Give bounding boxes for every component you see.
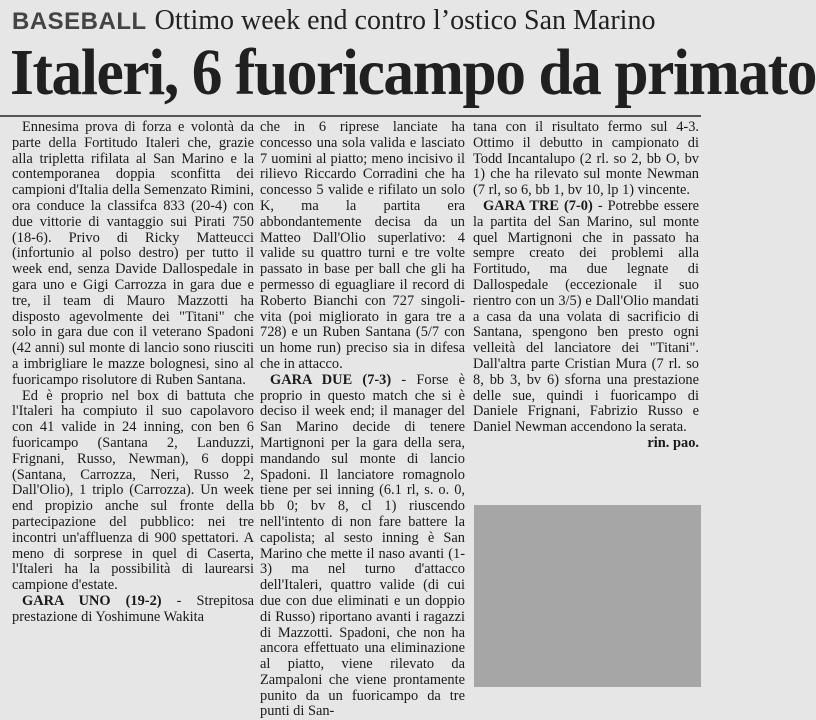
game-score: (7-0): [564, 197, 593, 214]
game-label: GARA DUE: [270, 371, 353, 388]
paragraph: che in 6 riprese lanciate ha concesso una sola valida e lasciato 7 uomini al piatto; meno incisivo il rilievo Riccardo Corradini che ha concesso 5 valide e rifilato un solo K, ma la partita era abbondantemente decisa da un Matteo Dall'Olio superlativo: 4 valide su quattro turni e tre volte passato in base per ball che gli ha permesso di eguagliare il record di Roberto Bianchi con 727 singoli-vita (poi migliorato in gara tre a 728) e un Ruben Santana (5/7 con un home run) preciso sia in difesa che in attacco.: [260, 119, 465, 372]
game-text: - Forse è proprio in questo match che si è deciso il week end; il manager del San Marino decide di tenere Martignoni per la gara della sera, mandando sul monte di lancio Spadoni. Il lanciatore romagnolo tiene per sei inning (6.1 rl, s. o. 0, bb 0; bv 8, cl 1) riuscendo nell'intento di non fare battere la capolista; al sesto inning è San Marino che mette il naso avanti (1-3) ma nel turno d'attacco dell'Italeri, quattro valide (di cui due con due eliminati e un doppio di Russo) riportano avanti i ragazzi di Mazzotti. Spadoni, che non ha ancora effettuato una eliminazione al piatto, viene rilevato da Zampaloni che viene prontamente punito da un fuoricampo da tre punti di San-: [260, 371, 465, 720]
column-2: [260, 120, 465, 720]
game-label: GARA UNO: [22, 592, 111, 609]
paragraph: Ed è proprio nel box di battuta che l'Italeri ha compiuto il suo capolavoro con 41 valide in 24 inning, con ben 6 fuoricampo (Santana 2, Landuzzi, Frignani, Russo, Newman), 6 doppi (Santana, Carrozza, Neri, Russo 2, Dall'Olio), 1 triplo (Carrozza). Un week end propizio anche sul fronte della partecipazione del pubblico: nei tre incontri un'affluenza di 900 spettatori. A meno di sorprese in quel di Caserta, l'Italeri ha la possibilità di laurearsi campione d'estate.: [12, 387, 254, 594]
game-text: - Potrebbe essere la partita del San Marino, sul monte quel Martignoni che in passato ha sempre creato dei problemi alla Fortitudo, ma due legnate di Dallospedale (eccezionale il suo rientro con un 3/5) e Dall'Olio mandati a casa da una volata di sacrificio di Santana, spengono ben presto ogni velleità del lanciatore dei "Titani". Dall'altra parte Cristian Mura (7 rl. so 8, bb 3, bv 6) sforna una prestazione delle sue, quindi i fuoricampo di Daniele Frignani, Fabrizio Russo e Daniel Newman accendono la serata.: [473, 197, 699, 436]
game-score: (7-3): [362, 371, 392, 388]
game-score: (19-2): [125, 592, 162, 609]
paragraph: [12, 594, 254, 626]
paragraph: tana con il risultato fermo sul 4-3. Ottimo il debutto in campionato di Todd Incantalupo (2 rl. so 2, bb O, bv 1) che ha rilevato sul monte Newman (7 rl, so 6, bb 1, bv 10, lp 1) vincente.: [473, 119, 699, 199]
advertisement-box: [474, 505, 701, 687]
game-label: GARA TRE: [483, 197, 559, 214]
paragraph: Ennesima prova di forza e volontà da parte della Fortitudo Italeri che, grazie alla tripletta rifilata al San Marino e la contemporanea doppia sconfitta dei campioni d'Italia della Semenzato Rimini, ora conduce la classifca 833 (20-4) con due vittorie di vantaggio sui Pirati 750 (18-6). Privo di Ricky Matteucci (infortunio al polso destro) per tutto il week end, senza Davide Dallospedale in gara uno e Gigi Carrozza in gara due e tre, il team di Mauro Mazzotti ha disposto agevolmente dei "Titani" che solo in gara due con il veterano Spadoni (42 anni) sul monte di lancio sono riusciti a imbrigliare le mazze bolognesi, sino al fuoricampo risolutore di Ruben Santana.: [12, 119, 254, 388]
kicker: [12, 5, 655, 37]
column-3: [473, 120, 699, 452]
column-1: [12, 120, 254, 626]
game-text: - Strepitosa prestazione di Yoshimune Wakita: [12, 592, 254, 625]
divider: [0, 115, 701, 117]
paragraph: [260, 373, 465, 720]
author-signature: rin. pao.: [647, 434, 699, 451]
section-label: BASEBALL: [12, 8, 147, 35]
paragraph: [473, 199, 699, 436]
kicker-text: Ottimo week end contro l’ostico San Marino: [154, 5, 656, 36]
headline: Italeri, 6 fuoricampo da primato: [10, 36, 816, 109]
